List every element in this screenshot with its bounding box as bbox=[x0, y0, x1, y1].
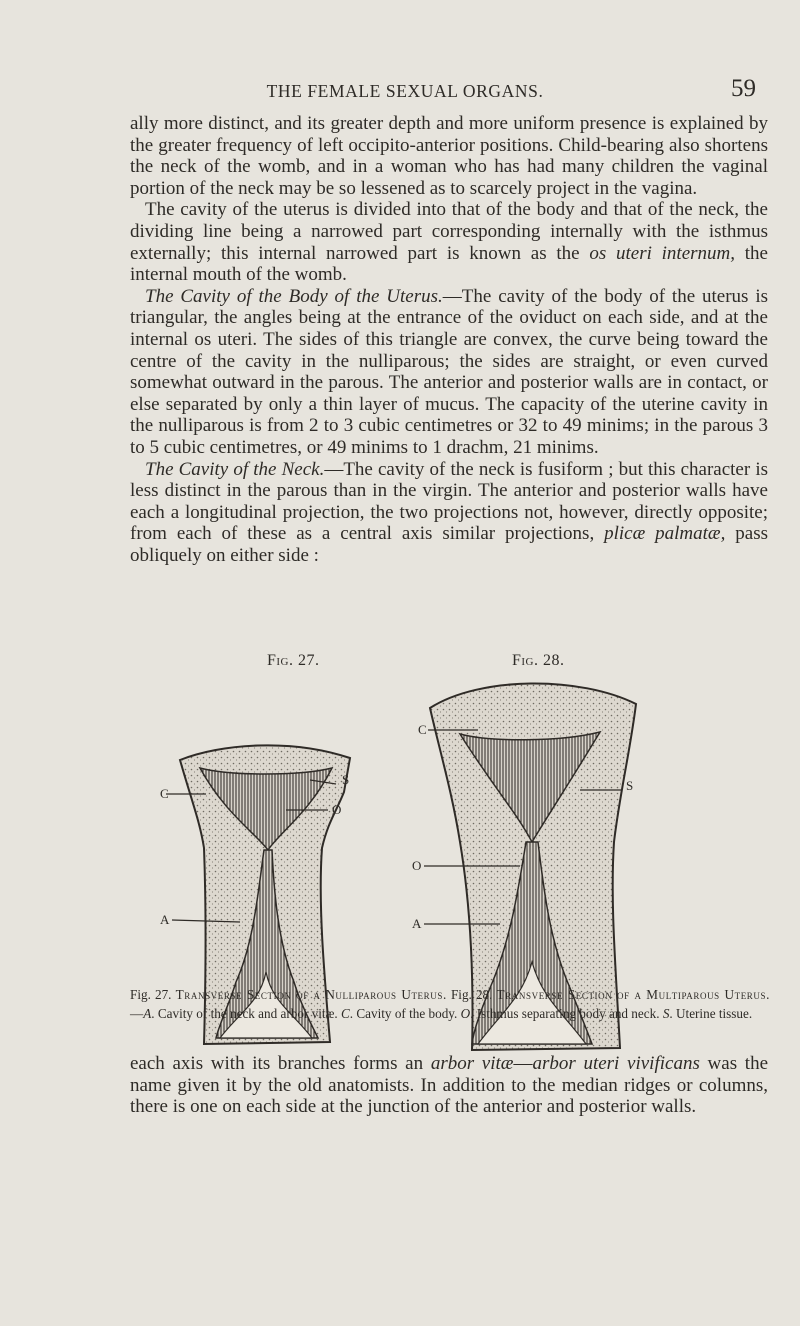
os-uteri-term: os uteri internum, bbox=[589, 242, 736, 264]
fig-28-letter-a: A bbox=[412, 916, 422, 931]
text-block-top bbox=[130, 113, 768, 566]
paragraph-2: The cavity of the uterus is divided into that of the body and that of the neck, the dividing line being a narrowed part corresponding internally with the isthmus externally; this internal narrowed part is known as the os uteri internum, the internal mouth of the womb. bbox=[130, 199, 768, 286]
fig-28-letter-c: C bbox=[418, 722, 427, 737]
paragraph-1: ally more distinct, and its greater depth and more uniform presence is explained by the greater frequency of left occipito-anterior positions. Child-bearing also shortens the neck of the womb, and in a woman who has had many children the vaginal portion of the neck may be so lessened as to scarcely project in the vagina. bbox=[130, 113, 768, 199]
fig-28-caption-title: Transverse Section of a Multiparous Uterus. bbox=[496, 987, 770, 1002]
arbor-uteri-term: arbor uteri vivificans bbox=[532, 1053, 700, 1074]
fig-28-letter-o: O bbox=[412, 858, 422, 873]
fig-28-label: Fig. 28. bbox=[512, 652, 565, 669]
paragraph-3: The Cavity of the Body of the Uterus.—The cavity of the body of the uterus is triangular, the angles being at the entrance of the oviduct on each side, and at the internal os uteri. The sides of this triangle are convex, the curve being toward the centre of the cavity in the nulliparous; the sides are straight, or even curved somewhat outward in the parous. The anterior and posterior walls are in contact, or else separated by only a thin layer of mucus. The capacity of the uterine cavity in the nulliparous is from 2 to 3 cubic centimetres or 32 to 49 minims; in the parous 3 to 5 cubic centimetres, or 49 minims to 1 drachm, 21 minims. bbox=[130, 285, 768, 458]
fig-27-letter-a: A bbox=[160, 912, 170, 927]
running-head bbox=[0, 76, 800, 106]
section-heading-body-cavity: The Cavity of the Body of the Uterus. bbox=[145, 285, 443, 307]
fig-27-letter-c: C bbox=[160, 786, 169, 801]
fig-27-caption-title: Transverse Section of a Nulliparous Uterus. bbox=[175, 987, 447, 1002]
arbor-vitae-term: arbor vitæ bbox=[430, 1053, 514, 1074]
fig-28-letter-s: S bbox=[626, 778, 634, 793]
running-title: THE FEMALE SEXUAL ORGANS. bbox=[266, 81, 544, 101]
figure-caption: Fig. 27. Transverse Section of a Nulliparous Uterus. Fig. 28. Transverse Section of a Multiparous Uterus.—A. Cavity of the neck and arbor vitæ. C. Cavity of the body. O. Isthmus separating body and neck. S. Uterine tissue. bbox=[130, 987, 770, 1021]
plicae-term: plicæ palmatæ, bbox=[604, 523, 726, 545]
fig-27-label: Fig. 27. bbox=[267, 652, 320, 669]
page-number: 59 bbox=[731, 75, 756, 102]
paragraph-4: The Cavity of the Neck.—The cavity of the neck is fusiform ; but this character is less distinct in the parous than in the virgin. The anterior and posterior walls have each a longitudinal projection, the two projections not, however, directly opposite; from each of these as a central axis similar projections, plicæ palmatæ, pass obliquely on either side : bbox=[130, 458, 768, 566]
section-heading-neck-cavity: The Cavity of the Neck. bbox=[145, 458, 325, 480]
fig-27-letter-s: S bbox=[342, 772, 350, 787]
paragraph-5: each axis with its branches forms an arbor vitæ—arbor uteri vivificans was the name given it by the old anatomists. In addition to the median ridges or columns, there is one on each side at the junction of the anterior and posterior walls. bbox=[130, 1053, 769, 1118]
fig-27-letter-o: O bbox=[332, 802, 342, 817]
text-block-bottom bbox=[130, 1053, 768, 1118]
